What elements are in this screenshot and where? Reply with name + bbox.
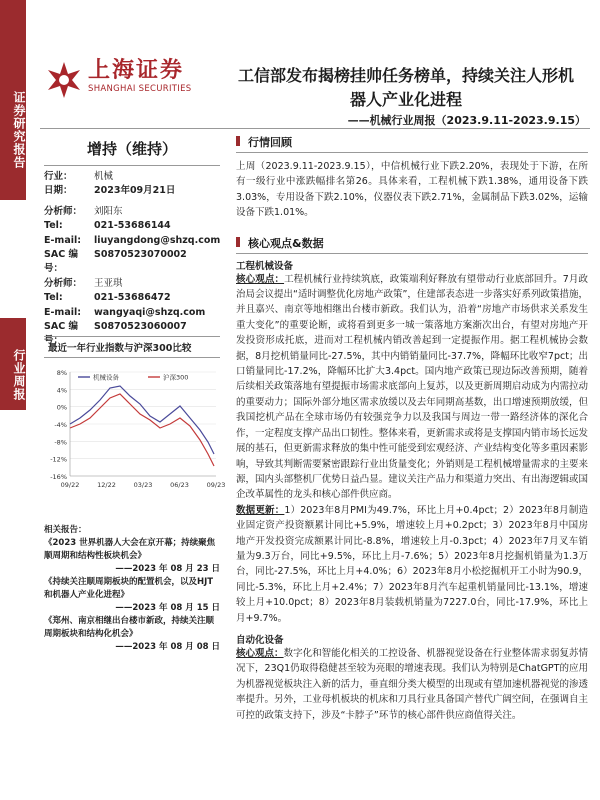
related-item[interactable] bbox=[44, 537, 220, 576]
automation-label: 核心观点： bbox=[236, 647, 284, 659]
sidebar-report-type: 证券研究报告 bbox=[0, 0, 26, 200]
related-item[interactable] bbox=[44, 615, 220, 654]
engineering-label: 核心观点： bbox=[236, 273, 285, 285]
logo-text bbox=[88, 58, 191, 95]
related-reports bbox=[44, 524, 220, 654]
analyst1-sac: S0870523070002 bbox=[94, 249, 187, 261]
automation-paragraph bbox=[236, 646, 588, 723]
automation-text: 数字化和智能化相关的工控设备、机器视觉设备在行业整体需求弱复苏情况下，23Q1仍取得稳健甚至较为亮眼的增速表现。我们认为特别是ChatGPT的应用为机器视觉板块注入新的活力，垂直细分类大模型的出现或有望加速机器视觉的渗透率提升。另外，工业母机板块的机床和刀具行业具备国产替代广阔空间，在强调自主可控的政策支持下，涉及“卡脖子”环节的核心部件供应商值得关注。 bbox=[236, 647, 588, 721]
x-tick-label: 03/23 bbox=[133, 481, 153, 489]
y-tick-label: -8% bbox=[54, 438, 67, 447]
data-update-label: 数据更新： bbox=[236, 504, 285, 516]
analyst1-tel: 021-53686144 bbox=[94, 220, 171, 232]
analyst1-email[interactable]: liuyangdong@shzq.com bbox=[94, 234, 221, 246]
y-tick-label: 8% bbox=[56, 369, 67, 377]
chart-title: 最近一年行业指数与沪深300比较 bbox=[44, 336, 220, 358]
y-tick-label: 4% bbox=[56, 386, 67, 395]
market-review-text: 上周（2023.9.11-2023.9.15），中信机械行业下跌2.20%，表现处于下游，在所有一级行业中涨跌幅排名第26。具体来看，工程机械下跌1.38%，通用设备下跌3.03%，专用设备下跌2.10%，仪器仪表下跌2.71%，金属制品下跌3.02%，运输设备下跌1.01%。 bbox=[236, 161, 588, 219]
subsection-engineering: 工程机械设备 bbox=[236, 260, 294, 272]
y-tick-label: -12% bbox=[50, 455, 67, 464]
logo-emblem-icon bbox=[44, 60, 84, 100]
legend-label: 沪深300 bbox=[163, 373, 189, 382]
section-core-views: 核心观点&数据 bbox=[236, 233, 588, 254]
left-column bbox=[44, 134, 220, 349]
related-item-date: ——2023 年 08 月 15 日 bbox=[115, 603, 220, 613]
engineering-paragraph bbox=[236, 272, 588, 503]
analyst1-tel-key: Tel: bbox=[44, 220, 63, 232]
sidebar-category: 行业周报 bbox=[0, 318, 26, 410]
related-item-title: 《郑州、南京相继出台楼市新政，持续关注顺周期板块和结构化机会》 bbox=[44, 616, 215, 639]
x-tick-label: 12/22 bbox=[97, 481, 116, 489]
subsection-automation: 自动化设备 bbox=[236, 634, 284, 646]
industry-value: 机械 bbox=[94, 171, 114, 182]
date-key: 日期： bbox=[44, 185, 73, 197]
report-title: 工信部发布揭榜挂帅任务榜单，持续关注人形机器人产业化进程 bbox=[237, 66, 574, 109]
related-item-title: 《2023 世界机器人大会在京开幕；持续聚焦顺周期和结构性板块机会》 bbox=[44, 538, 216, 561]
series-line bbox=[70, 394, 214, 466]
rating: 增持（维持） bbox=[44, 134, 220, 166]
analyst1-name: 刘阳东 bbox=[94, 205, 123, 217]
data-update-text: 1）2023年8月PMI为49.7%，环比上月+0.4pct；2）2023年8月制造业固定资产投资额累计同比+5.9%，增速较上月+0.2pct；3）2023年8月中国房地产开发投资完成额累计同比-8.8%，增速较上月-0.3pct；4）2023年7月叉车销量为9.3万台，同比+9.5%，环比上月-7.6%；5）2023年8月挖掘机销量为1.3万台，同比-27.5%，环比上月+4.0%；6）2023年8月小松挖掘机开工小时为90.9，同比-5.3%，环比上月+2.4%；7）2023年8月汽车起重机销量同比-13.1%，增速较上月+10.0pct；8）2023年8月装载机销量为7227.0台，同比-17.9%，环比上月+9.7%。 bbox=[236, 504, 588, 624]
right-column bbox=[236, 132, 588, 723]
company-logo bbox=[44, 58, 224, 104]
related-header: 相关报告： bbox=[44, 525, 87, 535]
analyst2-tel: 021-53686472 bbox=[94, 292, 171, 304]
logo-name-en: SHANGHAI SECURITIES bbox=[88, 84, 192, 94]
analyst1-mail-key: E-mail: bbox=[44, 234, 82, 246]
analyst1-key: 分析师： bbox=[44, 205, 83, 217]
related-item-date: ——2023 年 08 月 08 日 bbox=[115, 642, 220, 652]
x-tick-label: 09/22 bbox=[60, 481, 80, 489]
index-comparison-chart bbox=[44, 336, 226, 502]
series-line bbox=[70, 386, 214, 454]
x-tick-label: 06/23 bbox=[170, 481, 189, 489]
logo-name-cn: 上海证券 bbox=[88, 58, 185, 83]
related-item-title: 《持续关注顺周期板块的配置机会，以及HJT和机器人产业化进程》 bbox=[44, 577, 214, 600]
industry-key: 行业： bbox=[44, 171, 73, 182]
analyst2-sac: S0870523060007 bbox=[94, 321, 187, 333]
report-subtitle: ——机械行业周报（2023.9.11-2023.9.15） bbox=[347, 114, 586, 127]
x-tick-label: 09/23 bbox=[206, 481, 226, 489]
sidebar bbox=[0, 0, 26, 800]
analyst2-mail-key: E-mail: bbox=[44, 306, 82, 318]
analyst2-name: 王亚琪 bbox=[94, 277, 123, 289]
analyst1-sac-key: SAC 编号： bbox=[44, 249, 78, 275]
chart-svg bbox=[44, 358, 226, 498]
y-tick-label: -16% bbox=[50, 473, 67, 481]
legend-label: 机械设备 bbox=[93, 373, 119, 382]
date-value: 2023年09月21日 bbox=[94, 185, 176, 197]
data-update-paragraph bbox=[236, 503, 588, 626]
section-market-review: 行情回顾 bbox=[236, 132, 588, 153]
related-item-date: ——2023 年 08 月 23 日 bbox=[115, 564, 220, 574]
analyst-info bbox=[44, 166, 220, 349]
engineering-text: 工程机械行业持续筑底，政策端利好释放有望带动行业底部回升。7月政治局会议提出“适时调整优化房地产政策”，住建部表态进一步落实好系列政策措施，并且嘉兴、南京等地相继出台楼市新政。我们认为，沿着“房地产市场供求关系发生重大变化”的重要论断，或将看到更多一城一策落地方案渐次出台，有望对房地产开发投资形成托底，进而对工程机械内销改善起到一定提振作用。据工程机械协会数据，8月挖机销量同比-27.5%，其中内销销量同比-37.7%，降幅环比收窄7pct；出口销量同比-17.2%，降幅环比扩大3.4pct。国内地产政策已现边际改善预期，随着后续相关政策落地有望提振市场需求底部向上复苏，以及更新周期启动成为内需拉动的重要动力；国际外部分地区需求放缓以及去年同期高基数，出口增速预期放缓，但我国挖机产品在全球市场仍有较强竞争力以及我国与周边一带一路经济体的深化合作，一定程度支撑产品出口韧性。整体来看，更新需求或将是支撑国内销市场长远发展的基石，但更新需求释放的集中性可能受到宏观经济、产业结构变化等多重因素影响，导致其判断需要紧密跟踪行业出货量变化；外销则是工程机械增量需求的主要来源，国内头部整机厂优势日益凸显。建议关注产品力和渠道力突出、有出海逻辑或国企改革属性的龙头和核心部件供应商。 bbox=[236, 273, 588, 501]
header-divider bbox=[40, 128, 590, 129]
y-tick-label: 0% bbox=[56, 403, 67, 412]
analyst2-sac-key: SAC 编号： bbox=[44, 321, 78, 347]
y-tick-label: -4% bbox=[54, 421, 67, 429]
related-item[interactable] bbox=[44, 576, 220, 615]
analyst2-key: 分析师： bbox=[44, 277, 83, 289]
analyst2-email[interactable]: wangyaqi@shzq.com bbox=[94, 306, 206, 318]
analyst2-tel-key: Tel: bbox=[44, 292, 63, 304]
